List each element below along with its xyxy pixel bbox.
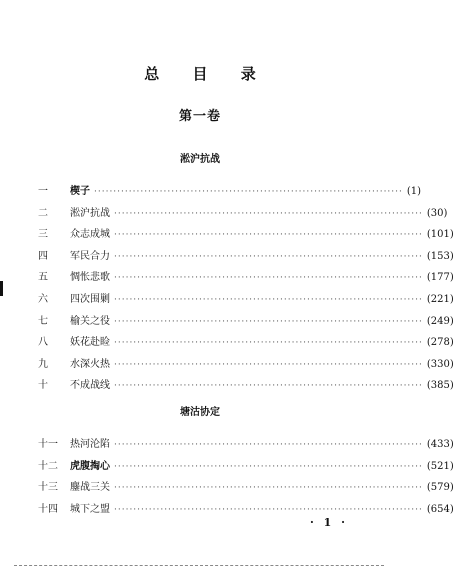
dot-leader: ················································································ xyxy=(94,187,403,197)
toc-entry[interactable] xyxy=(38,435,454,457)
page-ref: (278) xyxy=(426,337,454,349)
dot-leader: ················································································ xyxy=(114,440,423,450)
page-ref: (101) xyxy=(426,229,454,241)
chapter-number: 十三 xyxy=(38,482,58,494)
chapter-number: 十 xyxy=(38,380,48,392)
chapter-title: 四次围剿 xyxy=(70,293,110,305)
chapter-number: 七 xyxy=(38,315,48,327)
page-title: 总 目 录 xyxy=(144,65,270,83)
dot-leader: ················································································ xyxy=(114,230,423,241)
chapter-title: 淞沪抗战 xyxy=(70,207,110,219)
toc-entry[interactable] xyxy=(38,457,454,479)
chapter-title: 热河沦陷 xyxy=(70,439,110,450)
chapter-title: 楔子 xyxy=(70,186,90,197)
page-number: · 1 · xyxy=(310,516,348,529)
page-ref: (221) xyxy=(426,293,454,305)
chapter-number: 十一 xyxy=(38,439,58,450)
chapter-number: 九 xyxy=(38,358,48,370)
dot-leader: ················································································ xyxy=(114,381,423,392)
dot-leader: ················································································ xyxy=(114,359,423,370)
page-ref: (385) xyxy=(426,380,454,392)
chapter-title: 水深火热 xyxy=(70,358,110,370)
chapter-title: 妖花赴睑 xyxy=(70,337,110,349)
chapter-title: 军民合力 xyxy=(70,250,110,262)
chapter-number: 一 xyxy=(38,186,48,197)
chapter-number: 二 xyxy=(38,207,48,219)
page-ref: (654) xyxy=(426,503,454,515)
chapter-title: 虎腹掏心 xyxy=(70,460,110,472)
toc-list xyxy=(38,182,454,398)
toc-list xyxy=(38,435,454,521)
dot-leader: ················································································ xyxy=(114,461,423,472)
chapter-number: 八 xyxy=(38,337,48,349)
dot-leader: ················································································ xyxy=(114,294,423,305)
page-ref: (330) xyxy=(426,358,454,370)
dot-leader: ················································································ xyxy=(114,316,423,327)
chapter-number: 五 xyxy=(38,272,48,284)
toc-entry[interactable] xyxy=(38,225,454,247)
toc-entry[interactable] xyxy=(38,204,448,226)
toc-entry[interactable] xyxy=(38,290,454,312)
dot-leader: ················································································ xyxy=(114,504,423,515)
section-heading: 淞沪抗战 xyxy=(180,154,220,165)
toc-entry[interactable] xyxy=(38,312,454,334)
scan-artifact-line xyxy=(14,565,384,566)
page-ref: (521) xyxy=(426,460,454,472)
chapter-title: 众志成城 xyxy=(70,229,110,241)
page-ref: (153) xyxy=(426,250,454,262)
chapter-number: 四 xyxy=(38,250,48,262)
chapter-title: 不成战线 xyxy=(70,380,110,392)
chapter-title: 鏖战三关 xyxy=(70,482,110,494)
page-ref: (177) xyxy=(426,272,454,284)
dot-leader: ················································································ xyxy=(114,208,423,219)
page-ref: (1) xyxy=(406,186,422,197)
chapter-title: 榆关之役 xyxy=(70,315,110,327)
toc-entry[interactable] xyxy=(38,247,454,269)
page-ref: (30) xyxy=(426,207,448,219)
toc-entry[interactable] xyxy=(38,500,454,522)
page-ref: (433) xyxy=(426,439,454,450)
page-ref: (579) xyxy=(426,482,454,494)
chapter-title: 城下之盟 xyxy=(70,503,110,515)
chapter-number: 六 xyxy=(38,293,48,305)
section-heading: 塘沽协定 xyxy=(180,407,220,418)
dot-leader: ················································································ xyxy=(114,338,423,349)
toc-entry[interactable] xyxy=(38,355,454,377)
chapter-number: 十四 xyxy=(38,503,58,515)
toc-entry[interactable] xyxy=(38,333,454,355)
toc-entry[interactable] xyxy=(38,268,454,290)
chapter-title: 惆怅悲歌 xyxy=(70,272,110,284)
toc-entry[interactable] xyxy=(38,376,454,398)
chapter-number: 三 xyxy=(38,229,48,241)
page-ref: (249) xyxy=(426,315,454,327)
scan-edge-mark xyxy=(0,281,3,296)
chapter-number: 十二 xyxy=(38,460,58,472)
toc-entry[interactable] xyxy=(38,182,422,204)
toc-entry[interactable] xyxy=(38,478,454,500)
dot-leader: ················································································ xyxy=(114,483,423,494)
dot-leader: ················································································ xyxy=(114,251,423,262)
volume-heading: 第一卷 xyxy=(178,109,221,124)
dot-leader: ················································································ xyxy=(114,273,423,284)
